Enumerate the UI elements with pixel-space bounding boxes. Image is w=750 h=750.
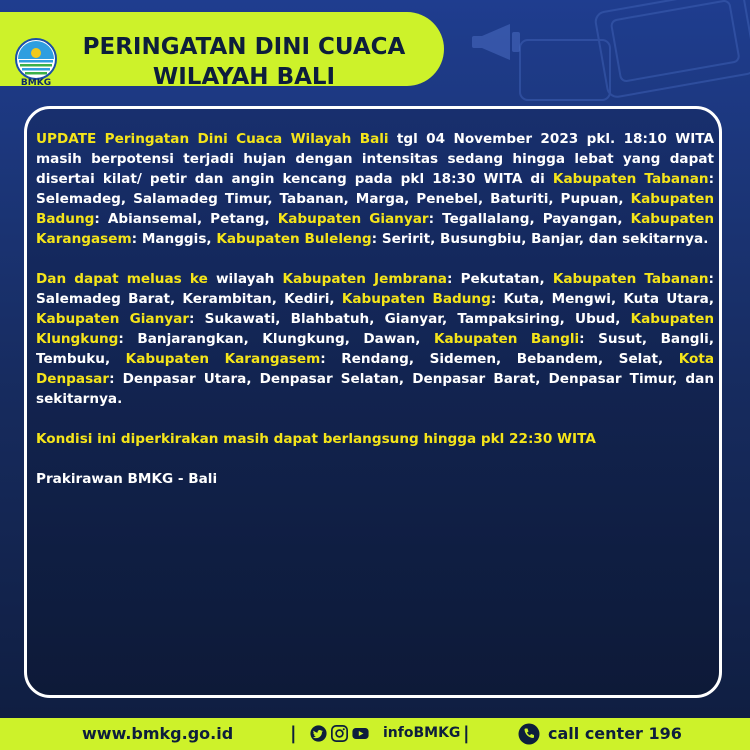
areas: : Susut, Bangli, Tembuku, bbox=[36, 331, 714, 367]
bulletin-paragraph-1 bbox=[36, 129, 714, 249]
social-icons bbox=[310, 725, 369, 742]
region-name: Kabupaten Gianyar bbox=[277, 211, 429, 227]
bulletin-content bbox=[36, 129, 714, 509]
website-link[interactable]: www.bmkg.go.id bbox=[82, 724, 234, 743]
areas: : Seririt, Busungbiu, Banjar, dan sekitarnya. bbox=[371, 231, 709, 247]
region-name: Kota Denpasar bbox=[36, 351, 715, 387]
bulletin-signature: Prakirawan BMKG - Bali bbox=[36, 471, 218, 487]
region-name: Kabupaten Tabanan bbox=[552, 271, 709, 287]
instagram-icon[interactable] bbox=[331, 725, 348, 742]
update-lead: UPDATE Peringatan Dini Cuaca Wilayah Bali bbox=[36, 131, 389, 147]
region-name: Kabupaten Buleleng bbox=[216, 231, 372, 247]
areas: : Pekutatan, bbox=[446, 271, 553, 287]
youtube-icon[interactable] bbox=[352, 725, 369, 742]
social-handle[interactable]: infoBMKG bbox=[383, 725, 461, 741]
areas: : Manggis, bbox=[131, 231, 217, 247]
region-name: Kabupaten Karangasem bbox=[36, 211, 715, 247]
footer-separator: | bbox=[290, 723, 297, 744]
text: tgl 04 November 2023 pkl. 18:10 WITA masih berpotensi terjadi hujan dengan intensitas sedang hingga lebat yang dapat disertai kilat/ petir dan angin kencang pada pkl 18:30 WITA di bbox=[36, 131, 714, 187]
bulletin-paragraph-2 bbox=[36, 269, 714, 409]
expansion-lead: Dan dapat meluas ke bbox=[36, 271, 208, 287]
bulletin-paragraph-3: Kondisi ini diperkirakan masih dapat berlangsung hingga pkl 22:30 WITA bbox=[36, 431, 596, 447]
region-name: Kabupaten Badung bbox=[36, 191, 714, 227]
region-name: Kabupaten Karangasem bbox=[125, 351, 321, 367]
areas: : Tegallalang, Payangan, bbox=[428, 211, 631, 227]
areas: : Banjarangkan, Klungkung, Dawan, bbox=[118, 331, 434, 347]
phone-icon bbox=[518, 723, 540, 745]
region-name: Kabupaten Bangli bbox=[433, 331, 580, 347]
text: wilayah bbox=[207, 271, 283, 287]
logo-label: BMKG bbox=[20, 78, 52, 88]
areas: : Selemadeg, Salamadeg Timur, Tabanan, Marga, Penebel, Baturiti, Pupuan, bbox=[36, 171, 714, 207]
region-name: Kabupaten Tabanan bbox=[552, 171, 709, 187]
twitter-icon[interactable] bbox=[310, 725, 327, 742]
areas: : Denpasar Utara, Denpasar Selatan, Denpasar Barat, Denpasar Timur, dan sekitarnya. bbox=[36, 371, 714, 407]
areas: : Kuta, Mengwi, Kuta Utara, bbox=[490, 291, 714, 307]
title-line-1: PERINGATAN DINI CUACA bbox=[82, 34, 406, 60]
areas: : Rendang, Sidemen, Bebandem, Selat, bbox=[320, 351, 679, 367]
areas: : Salemadeg Barat, Kerambitan, Kediri, bbox=[36, 271, 714, 307]
footer-bar bbox=[0, 718, 750, 750]
region-name: Kabupaten Gianyar bbox=[36, 311, 190, 327]
page-title bbox=[64, 32, 424, 92]
areas: : Abiansemal, Petang, bbox=[94, 211, 278, 227]
region-name: Kabupaten Badung bbox=[341, 291, 491, 307]
footer-separator: | bbox=[463, 723, 470, 744]
call-center[interactable]: call center 196 bbox=[548, 724, 682, 743]
title-line-2: WILAYAH BALI bbox=[152, 64, 336, 90]
region-name: Kabupaten Jembrana bbox=[282, 271, 447, 287]
header-banner bbox=[0, 12, 444, 90]
areas: : Sukawati, Blahbatuh, Gianyar, Tampaksiring, Ubud, bbox=[189, 311, 631, 327]
region-name: Kabupaten Klungkung bbox=[36, 311, 714, 347]
